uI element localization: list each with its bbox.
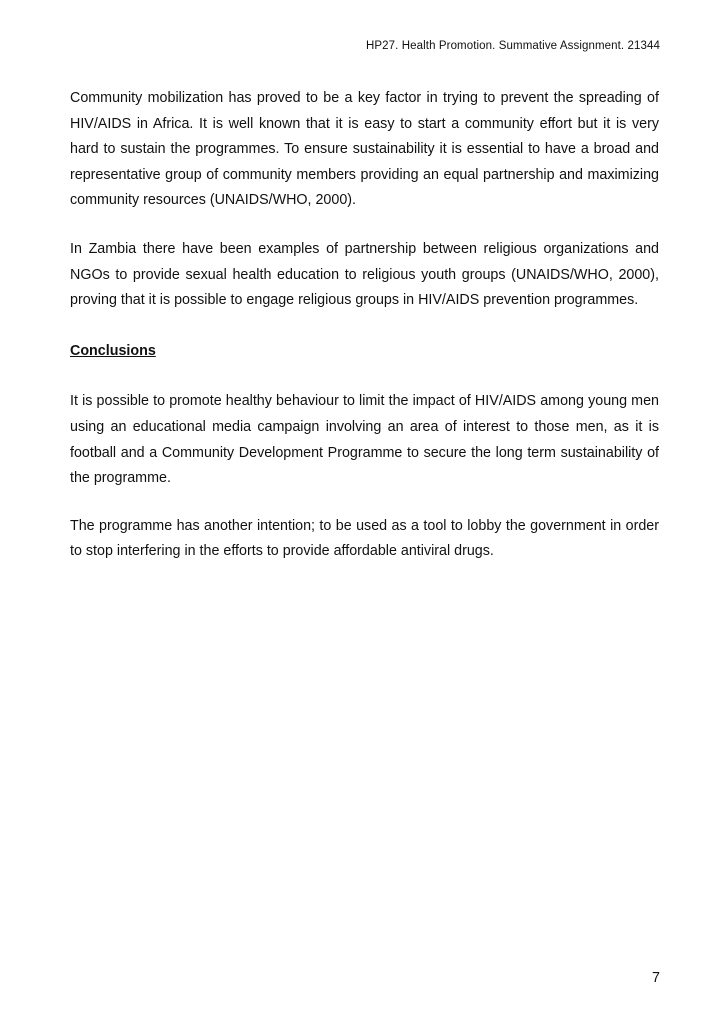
- paragraph-conclusion-lobby: The programme has another intention; to be used as a tool to lobby the government in order to stop interfering in the efforts to provide affordable antiviral drugs.: [70, 517, 659, 560]
- section-heading-conclusions: Conclusions: [70, 342, 156, 359]
- paragraph-zambia-partnership: In Zambia there have been examples of partnership between religious organizations and NGOs to provide sexual health education to religious youth groups (UNAIDS/WHO, 2000), proving that it is possible to engage religious groups in HIV/AIDS prevention programmes.: [70, 240, 659, 309]
- paragraph-community-mobilization: Community mobilization has proved to be a key factor in trying to prevent the spreading of HIV/AIDS in Africa. It is well known that it is easy to start a community effort but it is very hard to sustain the programmes. To ensure sustainability it is essential to have a broad and representative group of community members providing an equal partnership and maximizing community resources (UNAIDS/WHO, 2000).: [70, 90, 659, 209]
- page-number: 7: [652, 970, 660, 986]
- page-body: [70, 86, 659, 565]
- page-header: HP27. Health Promotion. Summative Assignment. 21344: [365, 40, 660, 52]
- paragraph-conclusion-healthy-behaviour: It is possible to promote healthy behaviour to limit the impact of HIV/AIDS among young men using an educational media campaign involving an area of interest to those men, as it is football and a Community Development Programme to secure the long term sustainability of the programme.: [70, 393, 659, 487]
